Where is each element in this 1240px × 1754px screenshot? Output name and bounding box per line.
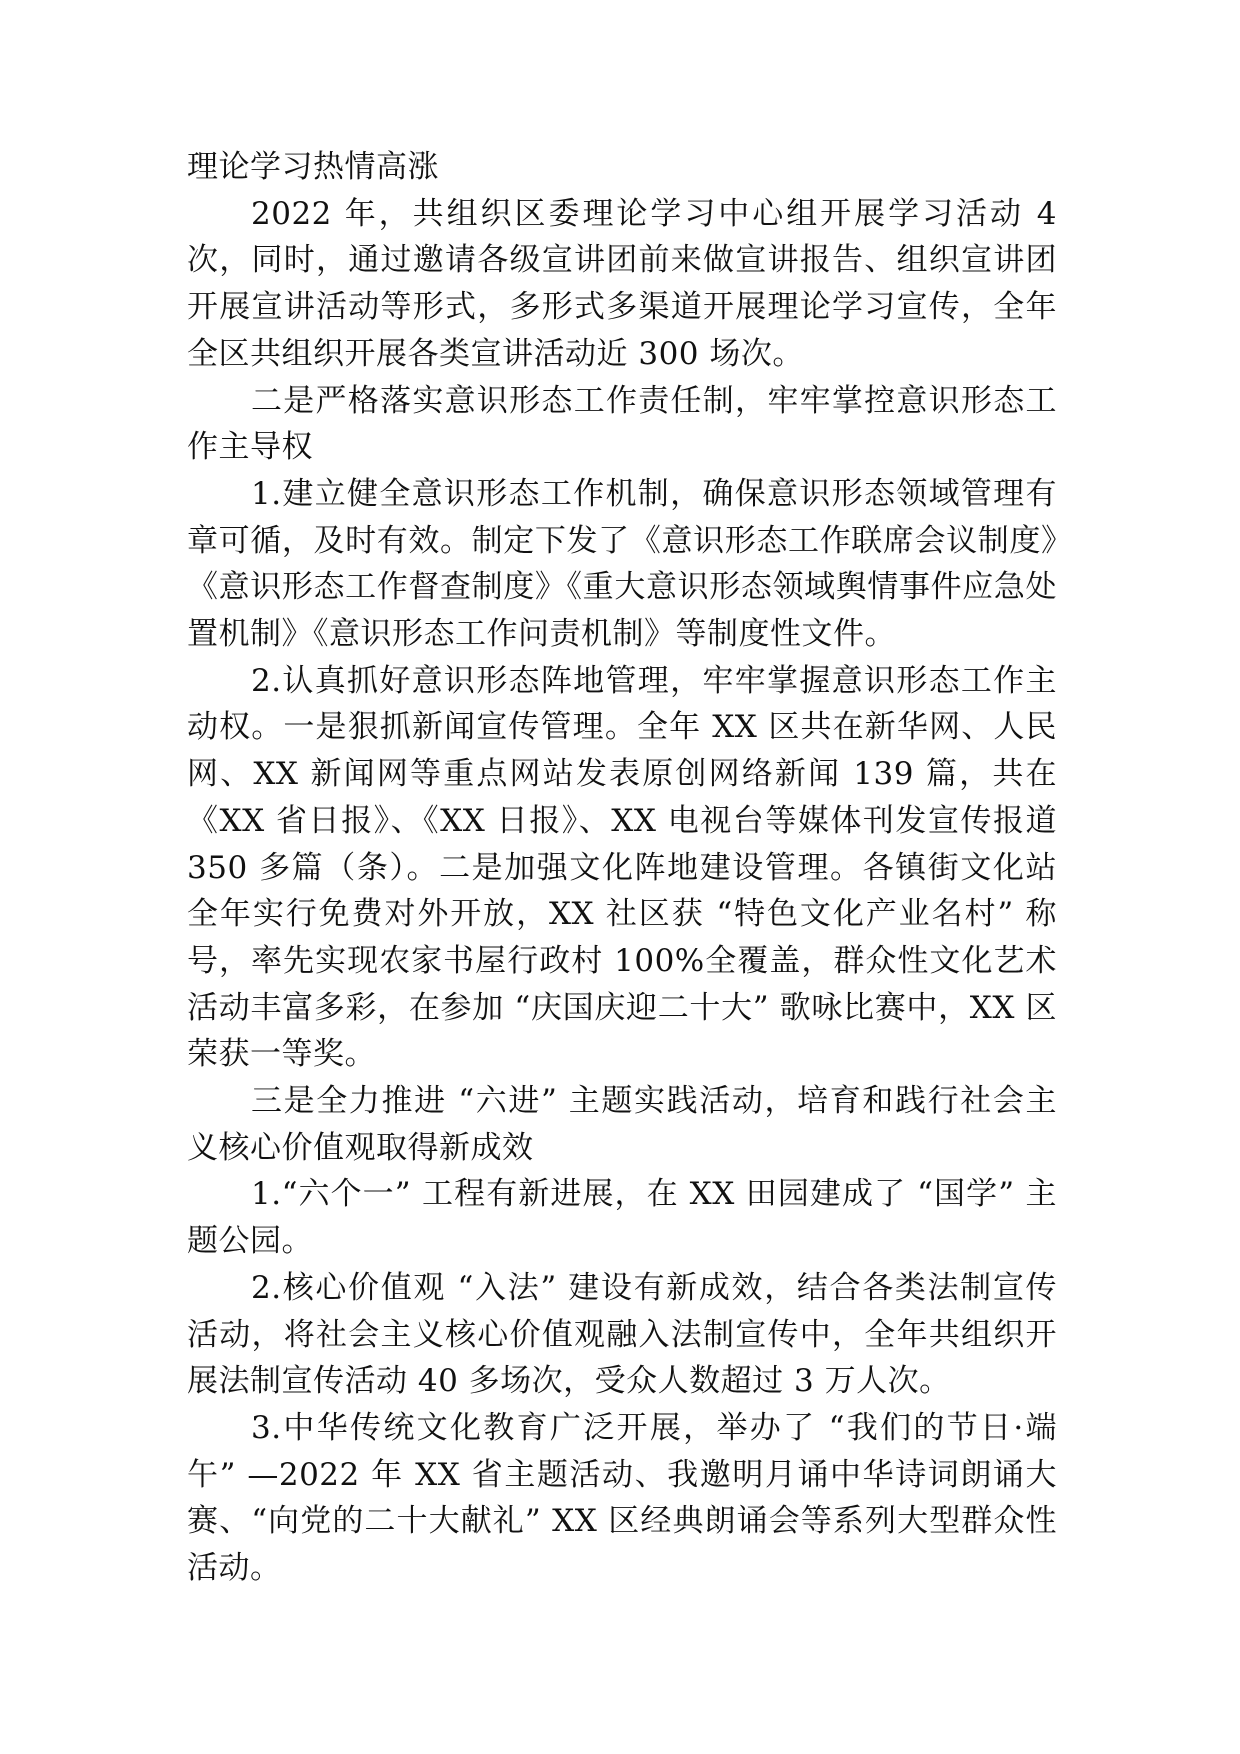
paragraph-traditional-culture: 3.中华传统文化教育广泛开展，举办了 “我们的节日·端午” —2022 年 XX 省主题活动、我邀明月诵中华诗词朗诵大赛、“向党的二十大献礼” XX 区经典朗诵会等系列大型群众性活动。: [187, 1409, 1057, 1587]
paragraph-six-ones: 1.“六个一” 工程有新进展，在 XX 田园建成了 “国学” 主题公园。: [187, 1176, 1057, 1260]
paragraph-theory-study: 2022 年，共组织区委理论学习中心组开展学习活动 4 次，同时，通过邀请各级宣讲团前来做宣讲报告、组织宣讲团开展宣讲活动等形式，多形式多渠道开展理论学习宣传，全年全区共组织开展各类宣讲活动近 300 场次。: [187, 195, 1057, 372]
paragraph-ideology-mechanism: 1.建立健全意识形态工作机制，确保意识形态领域管理有章可循，及时有效。制定下发了《意识形态工作联席会议制度》《意识形态工作督查制度》《重大意识形态领域舆情事件应急处置机制》《意识形态工作问责机制》等制度性文件。: [187, 475, 1057, 653]
section-heading-ideology-responsibility: 二是严格落实意识形态工作责任制，牢牢掌控意识形态工作主导权: [187, 382, 1057, 466]
paragraph-core-values-law: 2.核心价值观 “入法” 建设有新成效，结合各类法制宣传活动，将社会主义核心价值观融入法制宣传中，全年共组织开展法制宣传活动 40 多场次，受众人数超过 3 万人次。: [187, 1269, 1057, 1400]
paragraph-continuation: 理论学习热情高涨: [187, 149, 439, 185]
document-body: [187, 144, 1057, 1592]
section-heading-six-entries: 三是全力推进 “六进” 主题实践活动，培育和践行社会主义核心价值观取得新成效: [187, 1083, 1057, 1166]
paragraph-ideology-position: 2.认真抓好意识形态阵地管理，牢牢掌握意识形态工作主动权。一是狠抓新闻宣传管理。全年 XX 区共在新华网、人民网、XX 新闻网等重点网站发表原创网络新闻 139 篇，共在《XX 省日报》、《XX 日报》、XX 电视台等媒体刊发宣传报道 350 多篇（条）。二是加强文化阵地建设管理。各镇街文化站全年实行免费对外开放，XX 社区获 “特色文化产业名村” 称号，率先实现农家书屋行政村 100%全覆盖，群众性文化艺术活动丰富多彩，在参加 “庆国庆迎二十大” 歌咏比赛中，XX 区荣获一等奖。: [187, 662, 1057, 1073]
